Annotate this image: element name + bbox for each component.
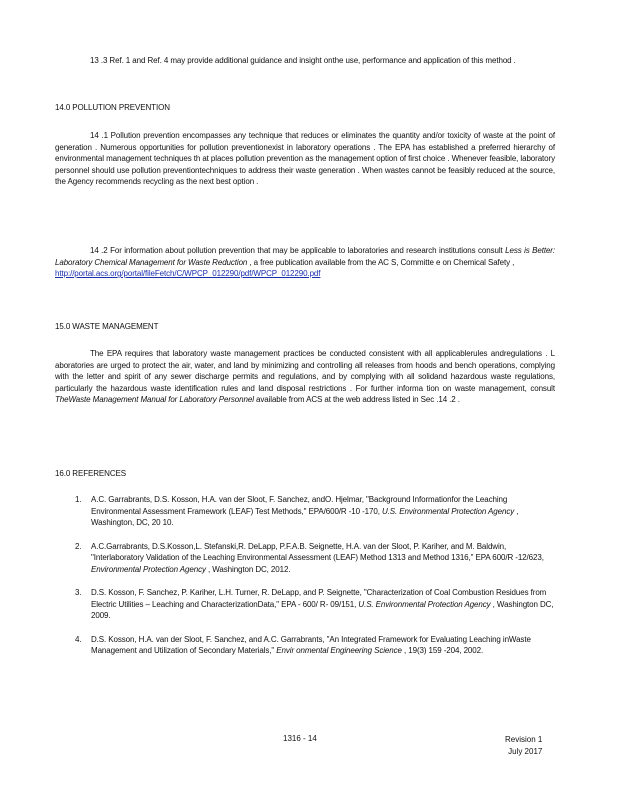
- section-heading-16: 16.0 REFERENCES: [55, 469, 126, 478]
- publication-title: Less is Better: Laboratory Chemical Management for Waste Reduction: [55, 246, 555, 267]
- revision-block: [505, 734, 542, 758]
- reference-text-end: , Washington DC, 2012.: [205, 564, 291, 574]
- reference-number: 3.: [75, 588, 82, 597]
- paragraph-14-2: [55, 245, 555, 280]
- reference-text: D.S. Kosson, H.A. van der Sloot, F. Sanchez, and A.C. Garrabrants, "An Integrated Framework for Evaluating Leaching inWaste Management and Utilization of Secondary Materials,": [91, 634, 531, 655]
- reference-publisher: Environmental Protection Agency: [91, 564, 206, 574]
- section-heading-15: 15.0 WASTE MANAGEMENT: [55, 322, 159, 331]
- waste-manual-title: TheWaste Management Manual for Laboratory Personnel: [55, 395, 254, 404]
- paragraph-13-3-text: 13 .3 Ref. 1 and Ref. 4 may provide additional guidance and insight onthe use, performance and application of this method .: [90, 56, 516, 65]
- revision-date: July 2017: [508, 747, 543, 756]
- reference-text-end: , 19(3) 159 -204, 2002.: [401, 646, 484, 655]
- reference-journal: Envir onmental Engineering Science: [276, 646, 402, 655]
- paragraph-13-3: [55, 55, 555, 67]
- paragraph-14-2-text: 14 .2 For information about pollution prevention that may be applicable to laboratories and research institutions consult: [90, 246, 506, 255]
- paragraph-15-text: The EPA requires that laboratory waste management practices be conducted consistent with all applicablerules andregulations . L aboratories are urged to protect the air, water, and land by minimizing and controlling all releases from hoods and bench operations, complying with the letter and spirit of any sewer discharge permits and regulations, and by complying with all solidand hazardous waste regulations, particularly the hazardous waste identification rules and land disposal restrictions . For further informa tion on waste management, consult: [55, 349, 555, 393]
- reference-text: A.C.Garrabrants, D.S.Kosson,L. Stefanski,R. DeLapp, P.F.A.B. Seignette, H.A. van der Sloot, P. Kariher, and M. Baldwin, "Interlaboratory Validation of the Leaching Environmental Assessment (LEAF) Method 1313 and Method 1316," EPA 600/R -12/623,: [91, 541, 544, 562]
- paragraph-14-2-continued: , a free publication available from the AC S, Committe e on Chemical Safety ,: [247, 257, 515, 267]
- paragraph-14-1-text: 14 .1 Pollution prevention encompasses any technique that reduces or eliminates the quantity and/or toxicity of waste at the point of generation . Numerous opportunities for pollution preventionexist in laboratory operations . The EPA has established a preferred hierarchy of environmental management techniques th at places pollution prevention as the management option of first choice . Whenever feasible, laboratory personnel should use pollution preventiontechniques to address their waste generation . When wastes cannot be feasibly reduced at the source, the Agency recommends recycling as the next best option .: [55, 131, 555, 186]
- reference-text-end: , Washington, DC, 20 10.: [91, 506, 519, 527]
- reference-number: 2.: [75, 541, 82, 551]
- pollution-prevention-link[interactable]: http://portal.acs.org/portal/fileFetch/C/WPCP_012290/pdf/WPCP_012290.pdf: [55, 269, 321, 278]
- reference-number: 4.: [75, 634, 82, 644]
- references-list: [55, 494, 555, 669]
- reference-publisher: U.S. Environmental Protection Agency: [381, 506, 515, 516]
- reference-text-end: , Washington DC, 2009.: [91, 599, 554, 620]
- revision-label: Revision 1: [505, 735, 543, 744]
- paragraph-15-continued: available from ACS at the web address listed in Sec .14 .2 .: [253, 395, 460, 404]
- paragraph-15: [55, 348, 555, 406]
- reference-text: A.C. Garrabrants, D.S. Kosson, H.A. van der Sloot, F. Sanchez, andO. Hjelmar, "Background Informationfor the Leaching Environmental Assessment Framework (LEAF) Test Methods," EPA/600/R -10 -170,: [91, 495, 508, 516]
- reference-item: [55, 541, 555, 576]
- paragraph-14-1: [55, 130, 555, 188]
- section-heading-14: 14.0 POLLUTION PREVENTION: [55, 103, 170, 112]
- reference-text: D.S. Kosson, F. Sanchez, P. Kariher, L.H. Turner, R. DeLapp, and P. Seignette, "Characterization of Coal Combustion Residues from Electric Utilities – Leaching and CharacterizationData," EPA - 600/ R- 09/151,: [91, 588, 547, 609]
- reference-item: [55, 494, 555, 529]
- reference-item: [55, 587, 555, 622]
- reference-item: [55, 634, 555, 657]
- reference-publisher: U.S. Environmental Protection Agency: [358, 599, 491, 609]
- page-number: 1316 - 14: [283, 734, 317, 743]
- reference-number: 1.: [75, 495, 82, 504]
